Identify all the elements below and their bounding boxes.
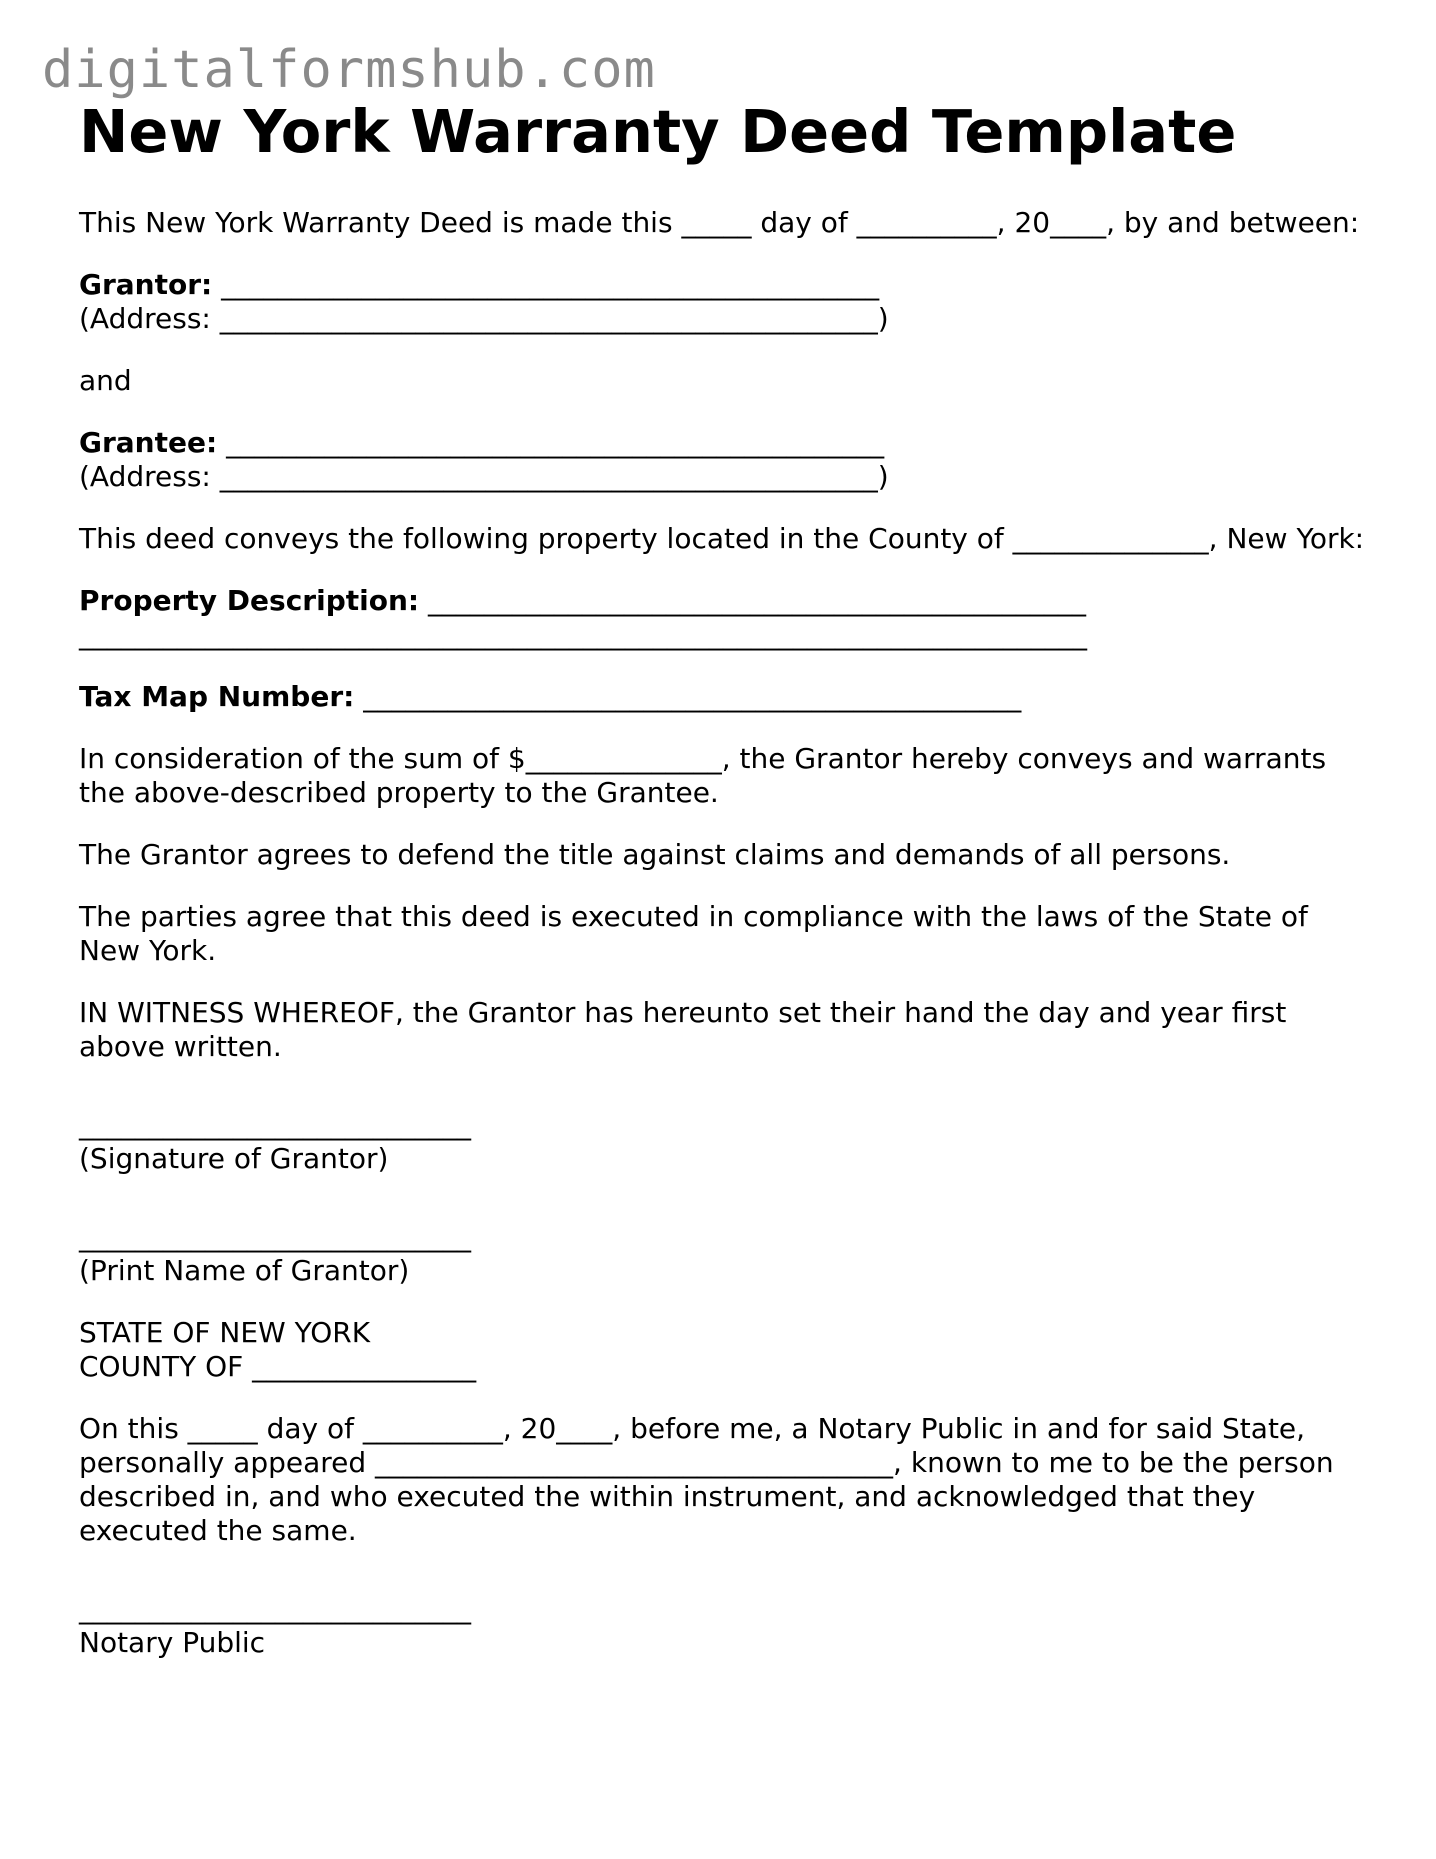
grantor-signature-caption: (Signature of Grantor) (79, 1142, 389, 1175)
grantor-print-line: ____________________________ (79, 1220, 471, 1253)
notary-caption: Notary Public (79, 1626, 266, 1659)
witness-paragraph: IN WITNESS WHEREOF, the Grantor has hereunto set their hand the day and year first above written. (79, 996, 1296, 1063)
tax-map-line (79, 680, 1369, 714)
grantor-blank: _______________________________________________ (212, 268, 880, 301)
watermark: digitalformshub.com (42, 40, 656, 100)
defend-paragraph: The Grantor agrees to defend the title against claims and demands of all persons. (79, 838, 1231, 871)
grantor-line (79, 268, 1369, 302)
consideration-paragraph: In consideration of the sum of $______________, the Grantor hereby conveys and warrants the above-described property to the Grantee. (79, 742, 1335, 809)
grantor-signature-line: ____________________________ (79, 1108, 471, 1141)
tax-map-blank: _______________________________________________ (354, 680, 1022, 713)
deed-body (79, 206, 1369, 1660)
intro-paragraph: This New York Warranty Deed is made this _____ day of __________, 20____, by and between: (79, 206, 1360, 239)
grantee-blank: _______________________________________________ (217, 426, 885, 459)
county-paragraph: This deed conveys the following property located in the County of ______________, New York: (79, 522, 1365, 555)
grantee-label: Grantee: (79, 426, 218, 459)
grantee-address: (Address: _______________________________________________) (79, 460, 889, 493)
tax-map-label: Tax Map Number: (79, 680, 355, 713)
page-title: New York Warranty Deed Template (79, 97, 1237, 166)
notary-signature-line: ____________________________ (79, 1592, 471, 1625)
notary-paragraph: On this _____ day of __________, 20____, before me, a Notary Public in and for said State, personally appeared _____________________________________, known to me to be the person described in, and who executed the within instrument, and acknowledged that they executed the same. (79, 1412, 1343, 1547)
property-description-blank-2: ________________________________________________________________________ (79, 618, 1087, 651)
property-description-line (79, 584, 1369, 618)
grantee-line (79, 426, 1369, 460)
property-description-label: Property Description: (79, 584, 420, 617)
grantor-address: (Address: _______________________________________________) (79, 302, 889, 335)
state-heading: STATE OF NEW YORK (79, 1316, 371, 1349)
property-description-blank: _______________________________________________ (419, 584, 1086, 617)
and-text: and (79, 364, 132, 397)
county-of-line: COUNTY OF ________________ (79, 1350, 477, 1383)
grantor-print-caption: (Print Name of Grantor) (79, 1254, 410, 1287)
compliance-paragraph: The parties agree that this deed is executed in compliance with the laws of the State of New York. (79, 900, 1317, 967)
grantor-label: Grantor: (79, 268, 213, 301)
